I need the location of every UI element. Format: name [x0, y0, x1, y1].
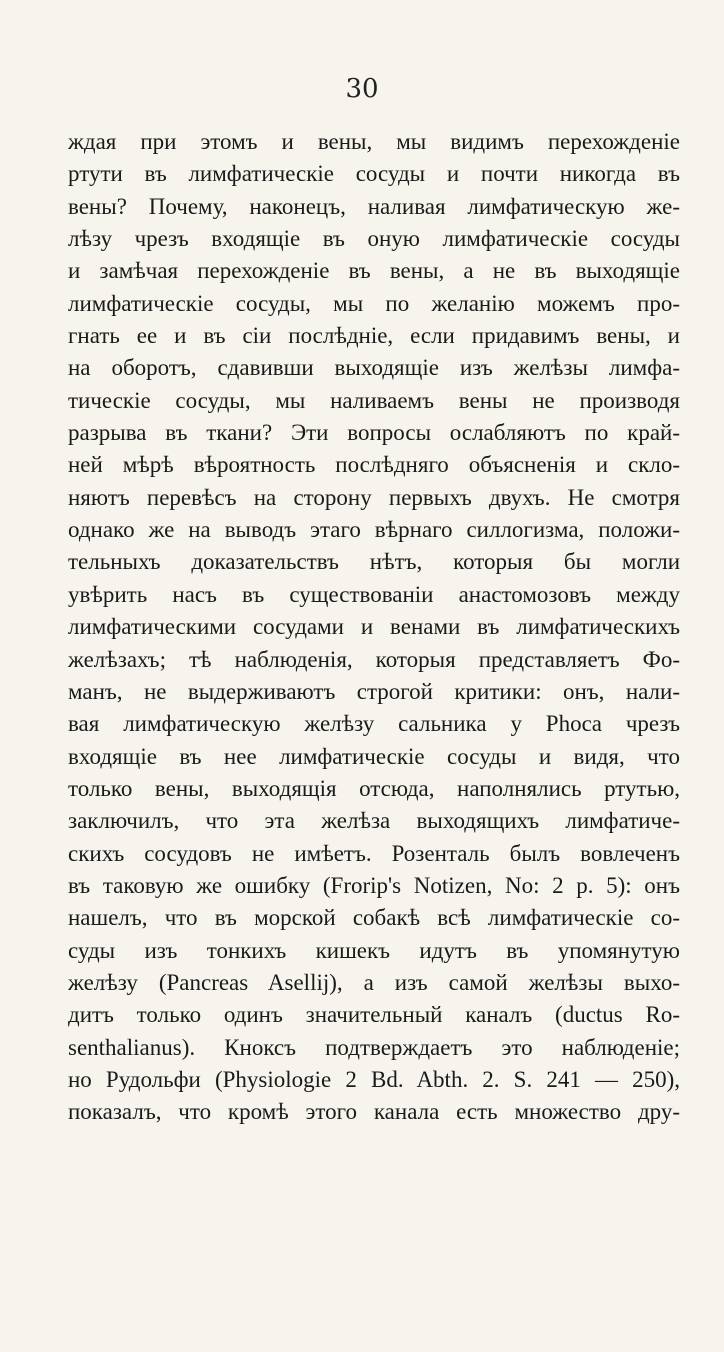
- page-number: 30: [345, 74, 379, 104]
- text-line: заключилъ, что эта желѣза выходящихъ лимфатиче-: [68, 808, 680, 834]
- text-line: вены? Почему, наконецъ, наливая лимфатическую же-: [68, 193, 680, 219]
- text-line: ртути въ лимфатическіе сосуды и почти никогда въ: [68, 161, 680, 187]
- text-line: на оборотъ, сдавивши выходящіе изъ желѣзы лимфа-: [68, 355, 680, 381]
- text-line: гнать ее и въ сіи послѣдніе, если придавимъ вены, и: [68, 323, 680, 349]
- text-line: желѣзу (Pancreas Asellij), а изъ самой желѣзы выхо-: [68, 969, 680, 995]
- text-line: вая лимфатическую желѣзу сальника у Phoca чрезъ: [68, 711, 680, 737]
- text-line: и замѣчая перехожденіе въ вены, а не въ выходящіе: [68, 258, 680, 284]
- text-line: показалъ, что кромѣ этого канала есть множество дру-: [68, 1099, 680, 1125]
- text-line: увѣрить насъ въ существованіи анастомозовъ между: [68, 581, 680, 607]
- text-line: желѣзахъ; тѣ наблюденія, которыя представляетъ Фо-: [68, 646, 680, 672]
- text-line: senthalianus). Кноксъ подтверждаетъ это наблюденіе;: [68, 1034, 680, 1060]
- text-line: только вены, выходящія отсюда, наполнялись ртутью,: [68, 775, 680, 801]
- text-line: въ таковую же ошибку (Frorip's Notizen, No: 2 p. 5): онъ: [68, 872, 680, 898]
- text-line: суды изъ тонкихъ кишекъ идутъ въ упомянутую: [68, 937, 680, 963]
- text-line: дитъ только одинъ значительный каналъ (ductus Ro-: [68, 1002, 680, 1028]
- text-line: нашелъ, что въ морской собакѣ всѣ лимфатическіе со-: [68, 905, 680, 931]
- text-line: входящіе въ нее лимфатическіе сосуды и видя, что: [68, 743, 680, 769]
- text-line: лимфатическими сосудами и венами въ лимфатическихъ: [68, 614, 680, 640]
- text-line: тическіе сосуды, мы наливаемъ вены не производя: [68, 387, 680, 413]
- text-line: ждая при этомъ и вены, мы видимъ перехожденіе: [68, 129, 680, 154]
- text-line: разрыва въ ткани? Эти вопросы ослабляютъ по край-: [68, 420, 680, 446]
- body-text: [68, 126, 680, 1129]
- text-line: ней мѣрѣ вѣроятность послѣдняго объясненія и скло-: [68, 452, 680, 478]
- text-line: няютъ перевѣсъ на сторону первыхъ двухъ. Не смотря: [68, 484, 680, 510]
- text-line: однако же на выводъ этаго вѣрнаго силлогизма, положи-: [68, 517, 680, 543]
- text-line: лѣзу чрезъ входящіе въ оную лимфатическіе сосуды: [68, 226, 680, 252]
- text-line: тельныхъ доказательствъ нѣтъ, которыя бы могли: [68, 549, 680, 575]
- text-line: скихъ сосудовъ не имѣетъ. Розенталь былъ вовлеченъ: [68, 840, 680, 866]
- text-line: лимфатическіе сосуды, мы по желанію можемъ про-: [68, 290, 680, 316]
- text-line: манъ, не выдерживаютъ строгой критики: онъ, нали-: [68, 678, 680, 704]
- text-line: но Рудольфи (Physiologie 2 Bd. Abth. 2. S. 241 — 250),: [68, 1066, 680, 1092]
